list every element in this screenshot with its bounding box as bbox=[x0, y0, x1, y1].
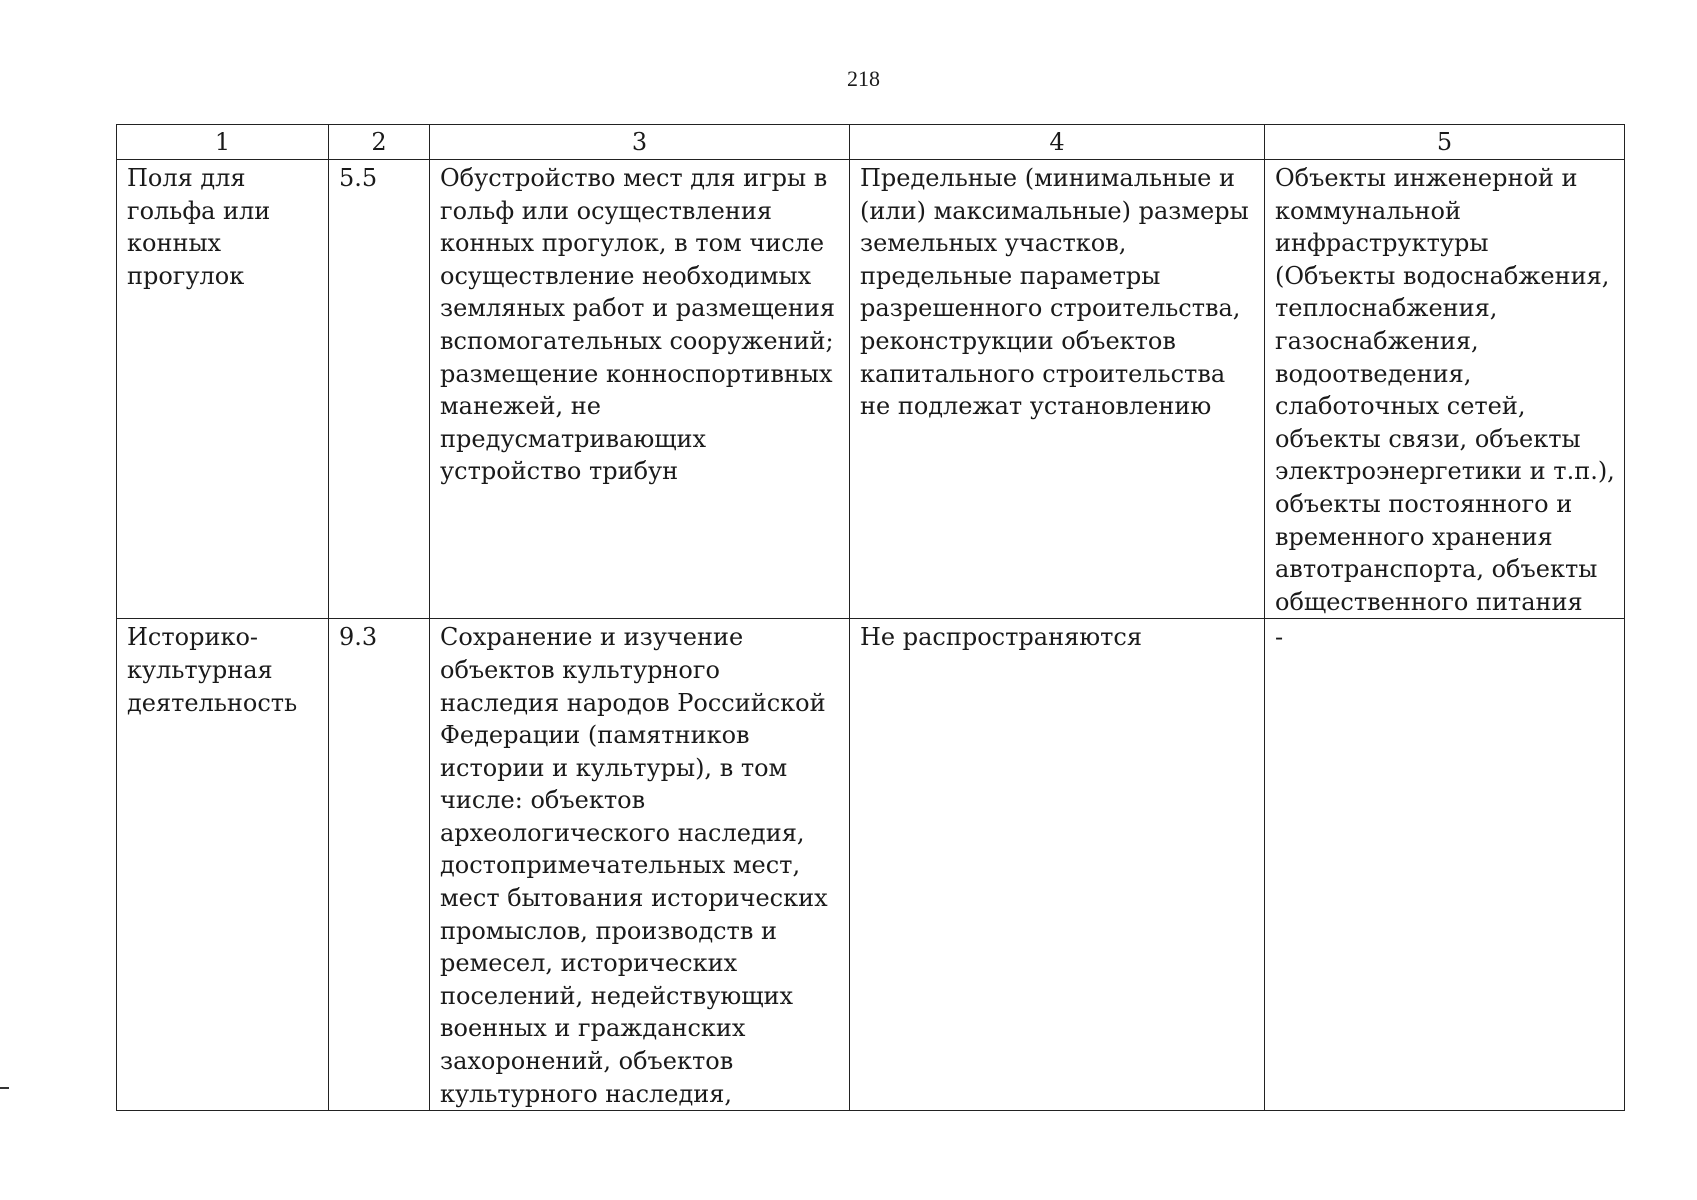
use-type-code: 9.3 bbox=[339, 623, 378, 652]
column-header-5: 5 bbox=[1265, 125, 1625, 160]
limits-cell bbox=[850, 160, 1265, 619]
auxiliary-uses-text: Объекты инженерной и коммунальной инфраструктуры (Объекты водоснабжения, теплоснабжения, газоснабжения, водоотведения, слаботочных сетей, объекты связи, объекты электроэнергетики и т.п.), объекты постоянного и временного хранения автотранспорта, объекты общественного питания bbox=[1275, 164, 1615, 616]
use-type-description: Сохранение и изучение объектов культурного наследия народов Российской Федерации (памятников истории и культуры), в том числе: объектов археологического наследия, достопримечательных мест, мест бытования исторических промыслов, производств и ремесел, исторических поселений, недействующих военных и гражданских захоронений, объектов культурного наследия, bbox=[440, 623, 828, 1108]
column-header-1: 1 bbox=[117, 125, 329, 160]
auxiliary-uses-text: - bbox=[1275, 623, 1284, 652]
use-type-description: Обустройство мест для игры в гольф или осуществления конных прогулок, в том числе осуществление необходимых земляных работ и размещения вспомогательных сооружений; размещение конноспортивных манежей, не предусматривающих устройство трибун bbox=[440, 164, 835, 486]
use-type-description-cell bbox=[430, 160, 850, 619]
use-type-code-cell bbox=[329, 160, 430, 619]
document-table bbox=[116, 124, 1625, 1111]
use-type-description-cell bbox=[430, 619, 850, 1111]
auxiliary-uses-cell bbox=[1265, 619, 1625, 1111]
table-row bbox=[117, 160, 1625, 619]
column-header-2: 2 bbox=[329, 125, 430, 160]
use-type-name-cell bbox=[117, 619, 329, 1111]
page-number: 218 bbox=[847, 66, 880, 91]
column-header-3: 3 bbox=[430, 125, 850, 160]
use-type-code: 5.5 bbox=[339, 164, 378, 192]
table-header-row bbox=[117, 125, 1625, 160]
use-type-name: Поля для гольфа или конных прогулок bbox=[127, 164, 271, 290]
use-type-name-cell bbox=[117, 160, 329, 619]
margin-mark bbox=[0, 1087, 9, 1089]
auxiliary-uses-cell bbox=[1265, 160, 1625, 619]
limits-text: Не распространяются bbox=[860, 623, 1142, 652]
table-row bbox=[117, 619, 1625, 1111]
limits-cell bbox=[850, 619, 1265, 1111]
use-type-name: Историко-культурная деятельность bbox=[127, 623, 298, 717]
limits-text: Предельные (минимальные и (или) максимальные) размеры земельных участков, предельные параметры разрешенного строительства, реконструкции объектов капитального строительства не подлежат установлению bbox=[860, 164, 1249, 421]
use-type-code-cell bbox=[329, 619, 430, 1111]
column-header-4: 4 bbox=[850, 125, 1265, 160]
